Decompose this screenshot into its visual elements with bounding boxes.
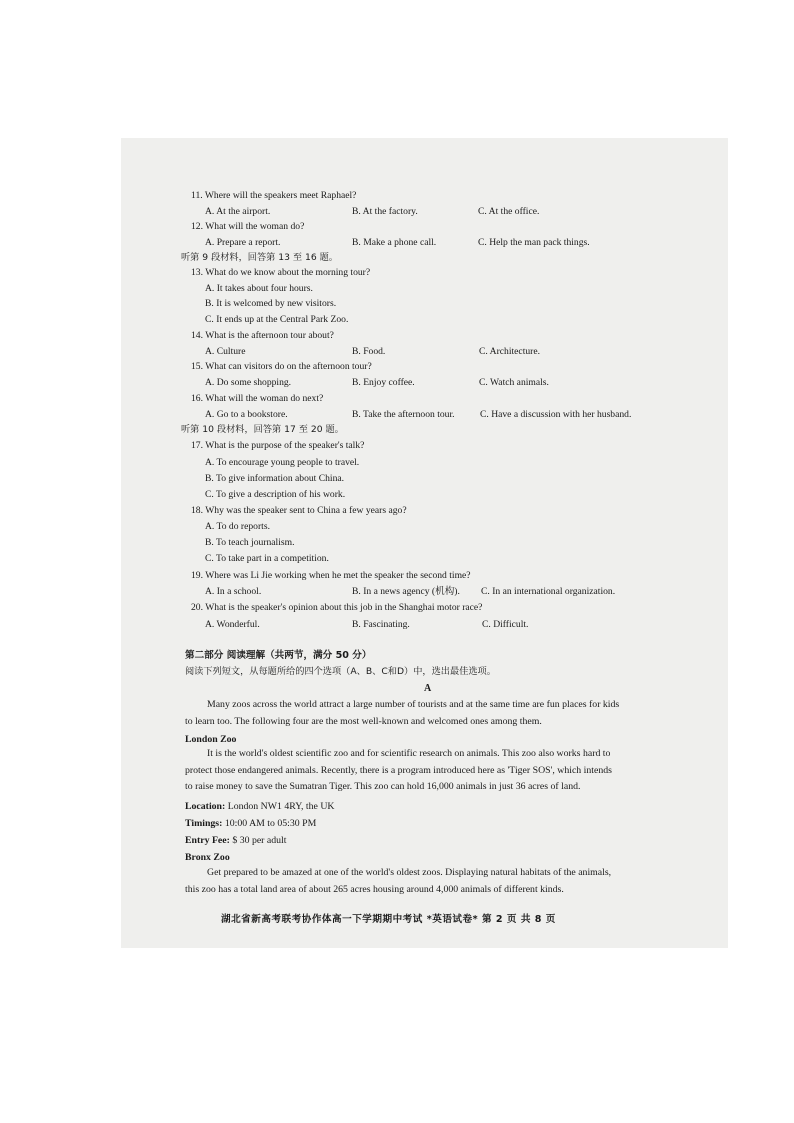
option-b: B. Enjoy coffee. <box>352 377 415 388</box>
london-zoo-paragraph <box>185 746 677 796</box>
passage-intro <box>185 697 677 730</box>
question-13-option-c: C. It ends up at the Central Park Zoo. <box>205 314 349 325</box>
option-c: C. Watch animals. <box>479 377 549 388</box>
passage-intro-line-1: Many zoos across the world attract a large number of tourists and at the same time are fun places for kids <box>207 699 620 710</box>
question-16: 16. What will the woman do next? <box>191 393 324 404</box>
question-13-option-a: A. It takes about four hours. <box>205 283 313 294</box>
option-c: C. Difficult. <box>482 619 529 630</box>
option-c: C. Architecture. <box>479 346 541 357</box>
question-13-option-b: B. It is welcomed by new visitors. <box>205 298 337 309</box>
question-13: 13. What do we know about the morning tour? <box>191 267 371 278</box>
material-10-instruction: 听第 10 段材料，回答第 17 至 20 题。 <box>181 424 344 435</box>
option-a: A. Go to a bookstore. <box>205 409 288 420</box>
material-9-instruction: 听第 9 段材料，回答第 13 至 16 题。 <box>181 252 338 263</box>
scanned-page <box>121 138 728 948</box>
question-18-option-a: A. To do reports. <box>205 521 270 532</box>
bronx-zoo-heading: Bronx Zoo <box>185 852 230 863</box>
question-17-option-c: C. To give a description of his work. <box>205 489 346 500</box>
question-11: 11. Where will the speakers meet Raphael? <box>191 190 357 201</box>
question-20: 20. What is the speaker's opinion about this job in the Shanghai motor race? <box>191 602 483 613</box>
london-zoo-line-1: It is the world's oldest scientific zoo and for scientific research on animals. This zoo also works hard to <box>207 748 611 759</box>
london-zoo-line-3: to raise money to save the Sumatran Tiger. This zoo can hold 16,000 animals in just 36 acres of land. <box>185 781 581 793</box>
question-17-option-b: B. To give information about China. <box>205 473 345 484</box>
bronx-zoo-paragraph <box>185 865 677 898</box>
question-18-option-b: B. To teach journalism. <box>205 537 295 548</box>
london-zoo-heading: London Zoo <box>185 734 237 745</box>
timings-value: 10:00 AM to 05:30 PM <box>224 818 317 829</box>
passage-label: A <box>424 683 432 694</box>
question-17-option-a: A. To encourage young people to travel. <box>205 457 360 468</box>
option-a: A. At the airport. <box>205 206 271 217</box>
option-b: B. Take the afternoon tour. <box>352 409 455 420</box>
page-footer: 湖北省新高考联考协作体高一下学期期中考试 *英语试卷* 第 2 页 共 8 页 <box>221 914 556 925</box>
question-15: 15. What can visitors do on the afternoon tour? <box>191 361 372 372</box>
option-a: A. Do some shopping. <box>205 377 292 388</box>
option-b: B. Fascinating. <box>352 619 410 630</box>
question-17: 17. What is the purpose of the speaker's talk? <box>191 440 365 451</box>
fee-label: Entry Fee: <box>185 835 230 846</box>
option-a: A. In a school. <box>205 586 262 597</box>
option-a: A. Culture <box>205 346 246 357</box>
timings-label: Timings: <box>185 818 223 829</box>
london-zoo-timings <box>185 816 316 832</box>
page-content <box>121 138 728 948</box>
option-c: C. Help the man pack things. <box>478 237 590 248</box>
bronx-zoo-line-2: this zoo has a total land area of about 265 acres housing around 4,000 animals of different kinds. <box>185 883 564 895</box>
location-value: London NW1 4RY, the UK <box>227 801 335 812</box>
location-label: Location: <box>185 801 226 812</box>
option-a: A. Wonderful. <box>205 619 260 630</box>
london-zoo-location <box>185 799 335 815</box>
part-2-title: 第二部分 阅读理解（共两节，满分 50 分） <box>185 650 372 661</box>
question-18-option-c: C. To take part in a competition. <box>205 553 329 564</box>
option-c: C. In an international organization. <box>481 586 616 597</box>
option-c: C. Have a discussion with her husband. <box>480 409 632 420</box>
passage-intro-line-2: to learn too. The following four are the most well-known and welcomed ones among them. <box>185 715 542 727</box>
question-19: 19. Where was Li Jie working when he met the speaker the second time? <box>191 570 471 581</box>
london-zoo-fee <box>185 833 287 849</box>
option-c: C. At the office. <box>478 206 540 217</box>
option-b: B. Food. <box>352 346 386 357</box>
question-12: 12. What will the woman do? <box>191 221 305 232</box>
option-b: B. Make a phone call. <box>352 237 437 248</box>
option-b: B. In a news agency (机构). <box>352 586 460 597</box>
option-b: B. At the factory. <box>352 206 418 217</box>
option-a: A. Prepare a report. <box>205 237 281 248</box>
london-zoo-line-2: protect those endangered animals. Recently, there is a program introduced here as 'Tiger SOS', which intends <box>185 764 612 776</box>
fee-value: $ 30 per adult <box>232 835 287 846</box>
part-2-instruction: 阅读下列短文，从每题所给的四个选项（A、B、C和D）中，选出最佳选项。 <box>185 666 496 677</box>
question-14: 14. What is the afternoon tour about? <box>191 330 334 341</box>
question-18: 18. Why was the speaker sent to China a few years ago? <box>191 505 407 516</box>
bronx-zoo-line-1: Get prepared to be amazed at one of the world's oldest zoos. Displaying natural habitats of the animals, <box>207 867 612 878</box>
